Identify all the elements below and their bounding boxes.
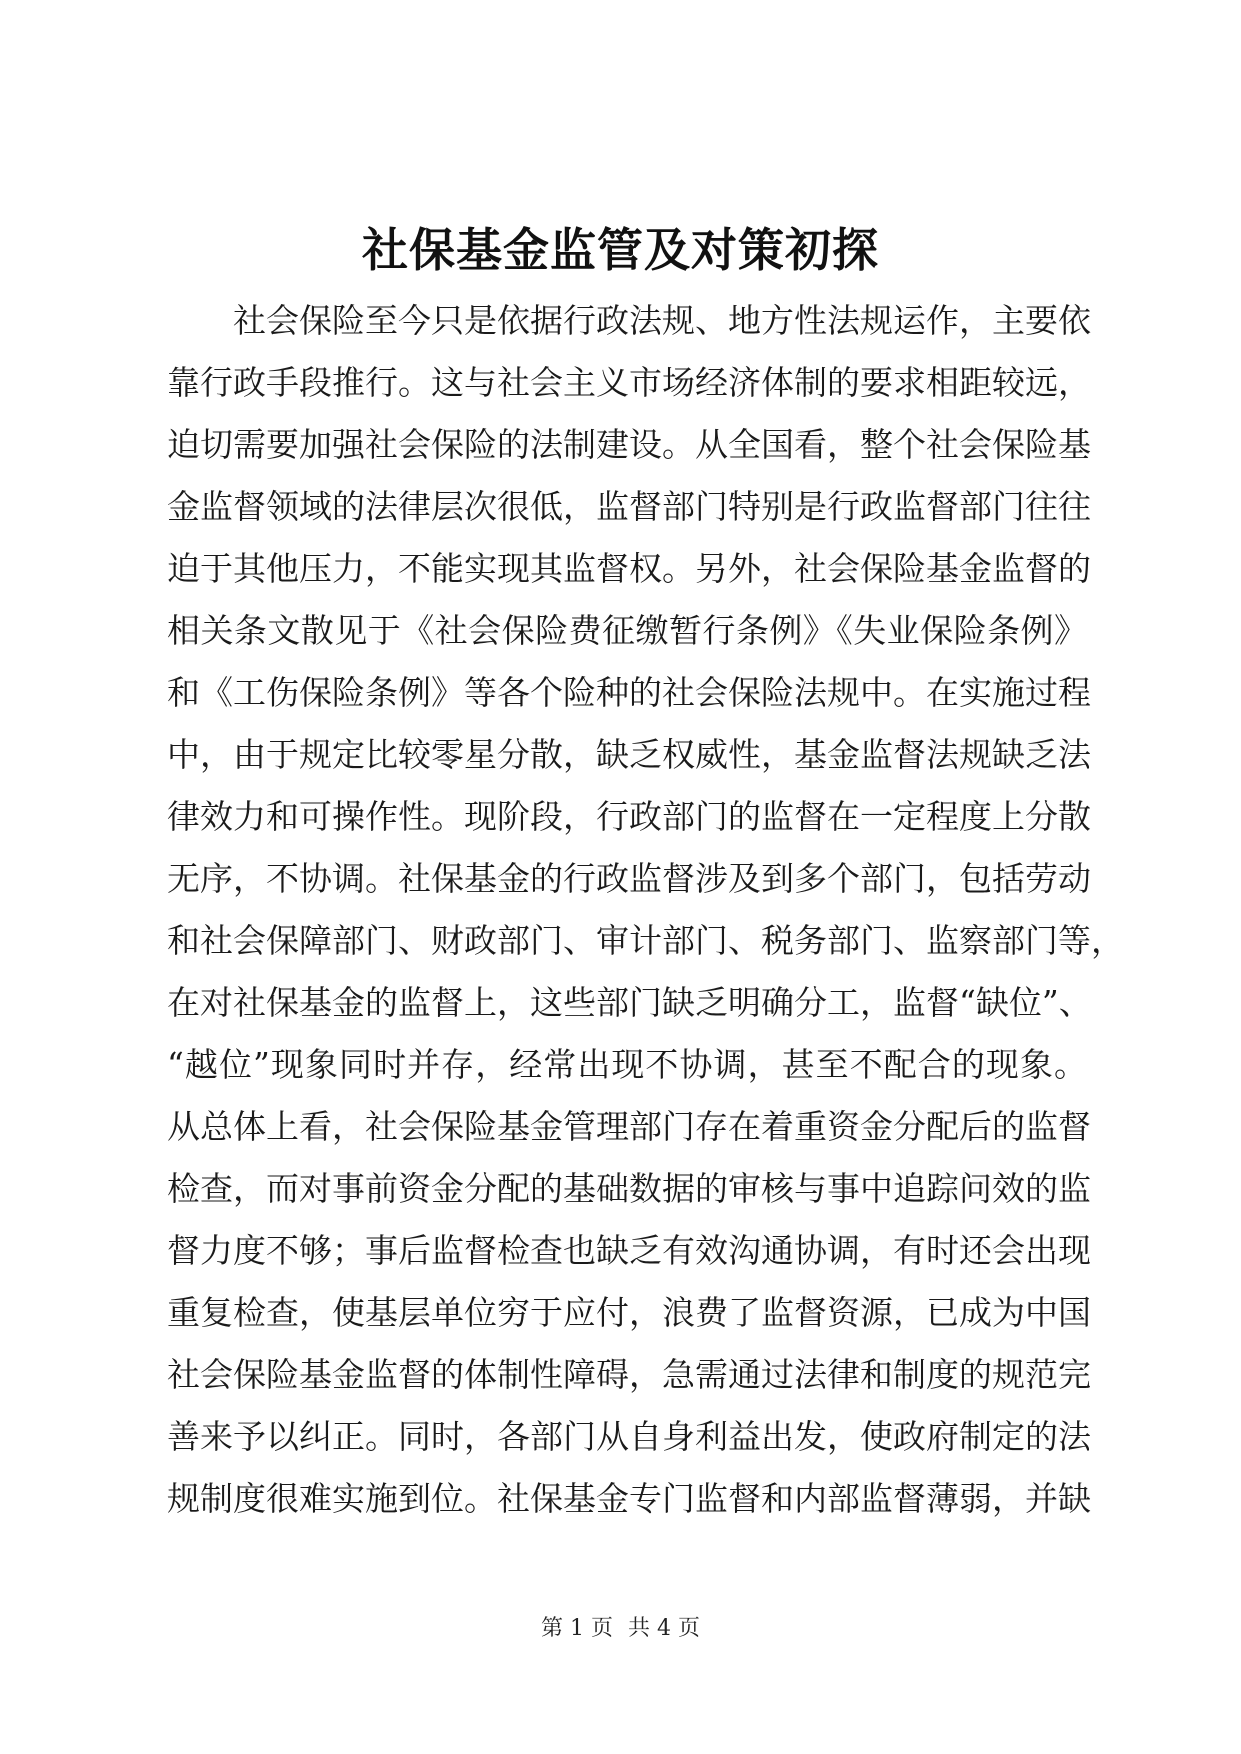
text-line: 律效力和可操作性。现阶段，行政部门的监督在一定程度上分散: [167, 797, 1091, 836]
text-line: 无序，不协调。社保基金的行政监督涉及到多个部门，包括劳动: [167, 859, 1091, 898]
text-line: 靠行政手段推行。这与社会主义市场经济体制的要求相距较远，: [167, 363, 1091, 402]
page-number: 第 1 页: [541, 1616, 613, 1641]
text-line: 社会保险至今只是依据行政法规、地方性法规运作，主要依: [233, 301, 1091, 340]
text-line: 在对社保基金的监督上，这些部门缺乏明确分工，监督“缺位”、: [167, 983, 1092, 1022]
text-line: 善来予以纠正。同时，各部门从自身利益出发，使政府制定的法: [167, 1417, 1091, 1456]
text-line: 和《工伤保险条例》等各个险种的社会保险法规中。在实施过程: [167, 673, 1091, 712]
page-total: 共 4 页: [628, 1616, 700, 1641]
text-line: 迫于其他压力，不能实现其监督权。另外，社会保险基金监督的: [167, 549, 1091, 588]
text-line: 社会保险基金监督的体制性障碍，急需通过法律和制度的规范完: [167, 1355, 1091, 1394]
text-line: 检查，而对事前资金分配的基础数据的审核与事中追踪问效的监: [167, 1169, 1091, 1208]
text-line: 中，由于规定比较零星分散，缺乏权威性，基金监督法规缺乏法: [167, 735, 1091, 774]
text-line: 督力度不够；事后监督检查也缺乏有效沟通协调，有时还会出现: [167, 1231, 1091, 1270]
text-line: “越位”现象同时并存，经常出现不协调，甚至不配合的现象。: [167, 1045, 1087, 1084]
text-line: 相关条文散见于《社会保险费征缴暂行条例》《失业保险条例》: [167, 611, 1087, 650]
page-footer: [0, 1614, 1241, 1644]
document-title: 社保基金监管及对策初探: [362, 223, 879, 277]
text-line: 和社会保障部门、财政部门、审计部门、税务部门、监察部门等，: [167, 921, 1124, 960]
text-line: 迫切需要加强社会保险的法制建设。从全国看，整个社会保险基: [167, 425, 1091, 464]
text-line: 金监督领域的法律层次很低，监督部门特别是行政监督部门往往: [167, 487, 1091, 526]
text-line: 重复检查，使基层单位穷于应付，浪费了监督资源，已成为中国: [167, 1293, 1091, 1332]
text-line: 从总体上看，社会保险基金管理部门存在着重资金分配后的监督: [167, 1107, 1091, 1146]
text-line: 规制度很难实施到位。社保基金专门监督和内部监督薄弱，并缺: [167, 1479, 1091, 1518]
body-paragraph: [167, 290, 1124, 1530]
